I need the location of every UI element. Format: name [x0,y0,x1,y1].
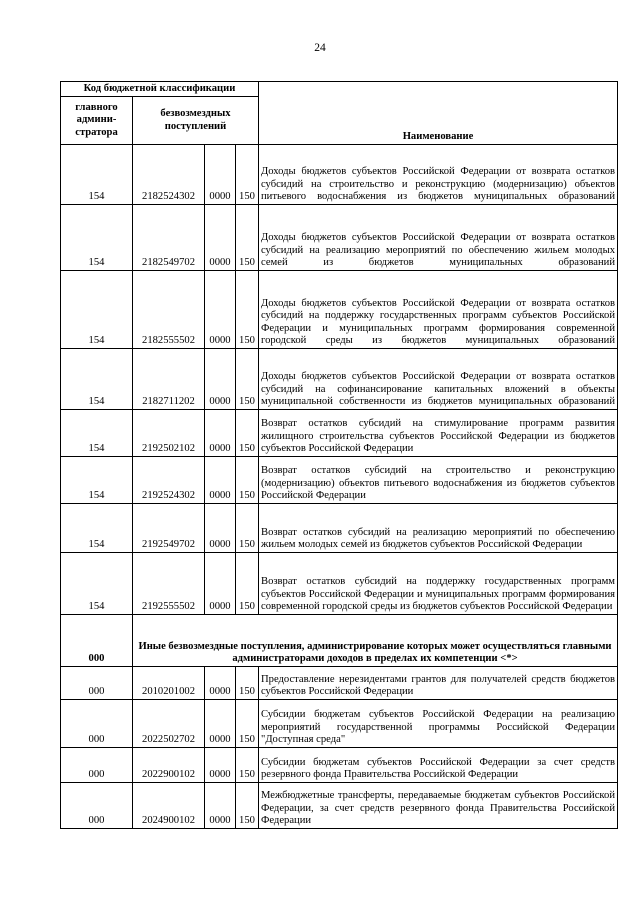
subtype-code: 0000 [205,553,236,615]
revenue-code: 2192524302 [133,457,205,504]
subtype-code: 0000 [205,205,236,271]
subtype-code: 0000 [205,667,236,700]
row-name: Возврат остатков субсидий на поддержку государственных программ субъектов Российской Федерации и муниципальных программ формирования современной городской среды из бюджетов субъектов Российской Федерации [259,553,618,615]
admin-code: 154 [61,553,133,615]
table-row [61,145,618,205]
subtype-code: 0000 [205,145,236,205]
subtype-code: 0000 [205,783,236,829]
type-code: 150 [236,410,259,457]
revenue-code: 2010201002 [133,667,205,700]
row-name: Субсидии бюджетам субъектов Российской Федерации на реализацию мероприятий государственной программы Российской Федерации "Доступная среда" [259,700,618,748]
table-row [61,553,618,615]
type-code: 150 [236,349,259,410]
admin-column-header: главного админи-стратора [61,97,133,145]
row-name: Возврат остатков субсидий на стимулирование программ развития жилищного строительства субъектов Российской Федерации из бюджетов субъектов Российской Федерации [259,410,618,457]
table-row [61,667,618,700]
revenue-code: 2182711202 [133,349,205,410]
subtype-code: 0000 [205,700,236,748]
row-name: Межбюджетные трансферты, передаваемые бюджетам субъектов Российской Федерации, за счет средств резервного фонда Правительства Российской Федерации [259,783,618,829]
subtype-code: 0000 [205,271,236,349]
type-code: 150 [236,783,259,829]
type-code: 150 [236,145,259,205]
type-code: 150 [236,271,259,349]
row-name: Предоставление нерезидентами грантов для получателей средств бюджетов субъектов Российской Федерации [259,667,618,700]
admin-code: 000 [61,667,133,700]
subtype-code: 0000 [205,410,236,457]
subtype-code: 0000 [205,748,236,783]
row-name: Доходы бюджетов субъектов Российской Федерации от возврата остатков субсидий на поддержку государственных программ субъектов Российской Федерации и муниципальных программ формирования современной городской среды из бюджетов муниципальных образований [259,271,618,349]
section-row [61,615,618,667]
revenue-code: 2192549702 [133,504,205,553]
table-row [61,457,618,504]
row-name: Доходы бюджетов субъектов Российской Федерации от возврата остатков субсидий на софинансирование капитальных вложений в объекты муниципальной собственности из бюджетов муниципальных образований [259,349,618,410]
revenue-code: 2024900102 [133,783,205,829]
revenue-column-header: безвозмездных поступлений [133,97,259,145]
revenue-code: 2022900102 [133,748,205,783]
admin-code: 000 [61,783,133,829]
table-row [61,504,618,553]
table-row [61,349,618,410]
type-code: 150 [236,205,259,271]
table-row [61,410,618,457]
page-number: 24 [314,42,326,54]
revenue-code: 2192555502 [133,553,205,615]
revenue-code: 2182555502 [133,271,205,349]
row-name: Возврат остатков субсидий на строительство и реконструкцию (модернизацию) объектов питьевого водоснабжения из бюджетов субъектов Российской Федерации [259,457,618,504]
admin-code: 154 [61,349,133,410]
admin-code: 154 [61,410,133,457]
name-column-header: Наименование [259,82,618,145]
type-code: 150 [236,748,259,783]
admin-code: 000 [61,700,133,748]
revenue-code: 2182524302 [133,145,205,205]
subtype-code: 0000 [205,457,236,504]
table-row [61,271,618,349]
row-name: Субсидии бюджетам субъектов Российской Федерации за счет средств резервного фонда Правительства Российской Федерации [259,748,618,783]
admin-code: 000 [61,748,133,783]
revenue-code: 2192502102 [133,410,205,457]
budget-classification-table [60,81,618,829]
table-row [61,783,618,829]
type-code: 150 [236,667,259,700]
admin-code: 154 [61,205,133,271]
table-row [61,205,618,271]
admin-code: 154 [61,457,133,504]
table-row [61,748,618,783]
type-code: 150 [236,700,259,748]
row-name: Доходы бюджетов субъектов Российской Федерации от возврата остатков субсидий на реализацию мероприятий по обеспечению жильем молодых семей из бюджетов муниципальных образований [259,205,618,271]
row-name: Доходы бюджетов субъектов Российской Федерации от возврата остатков субсидий на строительство и реконструкцию (модернизацию) объектов питьевого водоснабжения из бюджетов муниципальных образований [259,145,618,205]
type-code: 150 [236,553,259,615]
subtype-code: 0000 [205,349,236,410]
section-admin-code: 000 [61,615,133,667]
type-code: 150 [236,457,259,504]
type-code: 150 [236,504,259,553]
subtype-code: 0000 [205,504,236,553]
revenue-code: 2022502702 [133,700,205,748]
revenue-code: 2182549702 [133,205,205,271]
admin-code: 154 [61,504,133,553]
table-row [61,700,618,748]
code-group-header: Код бюджетной классификации [61,82,259,97]
admin-code: 154 [61,271,133,349]
section-title: Иные безвозмездные поступления, администрирование которых может осуществляться главными администраторами доходов в пределах их компетенции <*> [133,615,618,667]
admin-code: 154 [61,145,133,205]
row-name: Возврат остатков субсидий на реализацию мероприятий по обеспечению жильем молодых семей из бюджетов субъектов Российской Федерации [259,504,618,553]
